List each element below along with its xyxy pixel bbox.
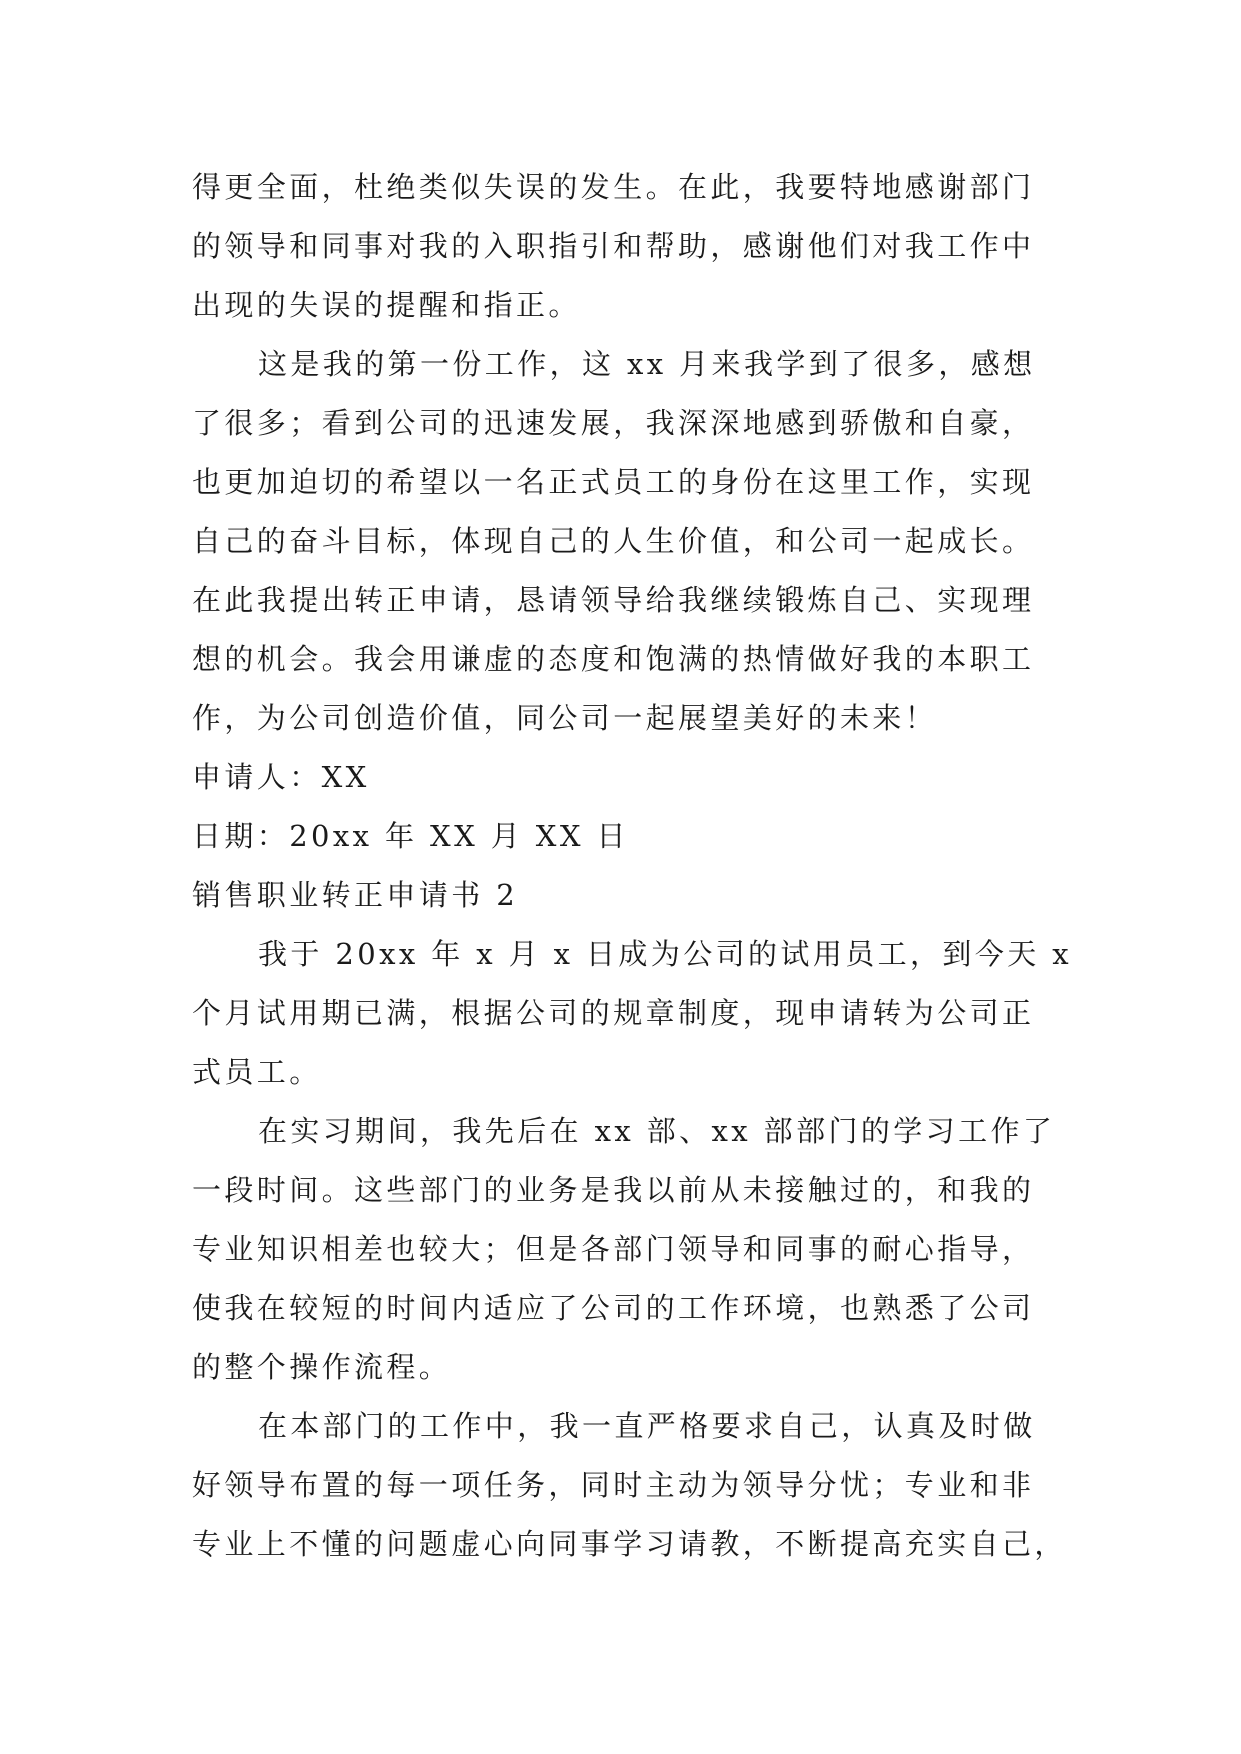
text-line: 想的机会。我会用谦虚的态度和饱满的热情做好我的本职工	[192, 642, 1035, 676]
text-line: 在此我提出转正申请，恳请领导给我继续锻炼自己、实现理	[192, 583, 1035, 617]
text-line: 好领导布置的每一项任务，同时主动为领导分忧；专业和非	[192, 1468, 1035, 1502]
document-page	[192, 158, 1073, 1574]
text-line: 出现的失误的提醒和指正。	[192, 288, 581, 322]
text-line: 的领导和同事对我的入职指引和帮助，感谢他们对我工作中	[192, 229, 1035, 263]
text-line: 个月试用期已满，根据公司的规章制度，现申请转为公司正	[192, 996, 1035, 1030]
text-line: 这是我的第一份工作，这 xx 月来我学到了很多，感想	[258, 347, 1036, 381]
text-line: 作，为公司创造价值，同公司一起展望美好的未来！	[192, 701, 938, 735]
text-line: 我于 20xx 年 x 月 x 日成为公司的试用员工，到今天 x	[258, 937, 1073, 971]
text-line: 专业上不懂的问题虚心向同事学习请教，不断提高充实自己，	[192, 1527, 1067, 1561]
text-line: 在实习期间，我先后在 xx 部、xx 部部门的学习工作了	[258, 1114, 1056, 1148]
text-line: 在本部门的工作中，我一直严格要求自己，认真及时做	[258, 1409, 1036, 1443]
text-line: 一段时间。这些部门的业务是我以前从未接触过的，和我的	[192, 1173, 1035, 1207]
text-line: 式员工。	[192, 1055, 322, 1089]
text-line: 的整个操作流程。	[192, 1350, 452, 1384]
text-line: 自己的奋斗目标，体现自己的人生价值，和公司一起成长。	[192, 524, 1035, 558]
section-title: 销售职业转正申请书 2	[192, 878, 519, 912]
date-line: 日期：20xx 年 XX 月 XX 日	[192, 819, 629, 853]
text-line: 得更全面，杜绝类似失误的发生。在此，我要特地感谢部门	[192, 170, 1035, 204]
text-line: 专业知识相差也较大；但是各部门领导和同事的耐心指导，	[192, 1232, 1035, 1266]
text-line: 了很多；看到公司的迅速发展，我深深地感到骄傲和自豪，	[192, 406, 1035, 440]
applicant-line: 申请人：XX	[192, 760, 370, 794]
text-line: 也更加迫切的希望以一名正式员工的身份在这里工作，实现	[192, 465, 1035, 499]
text-line: 使我在较短的时间内适应了公司的工作环境，也熟悉了公司	[192, 1291, 1035, 1325]
